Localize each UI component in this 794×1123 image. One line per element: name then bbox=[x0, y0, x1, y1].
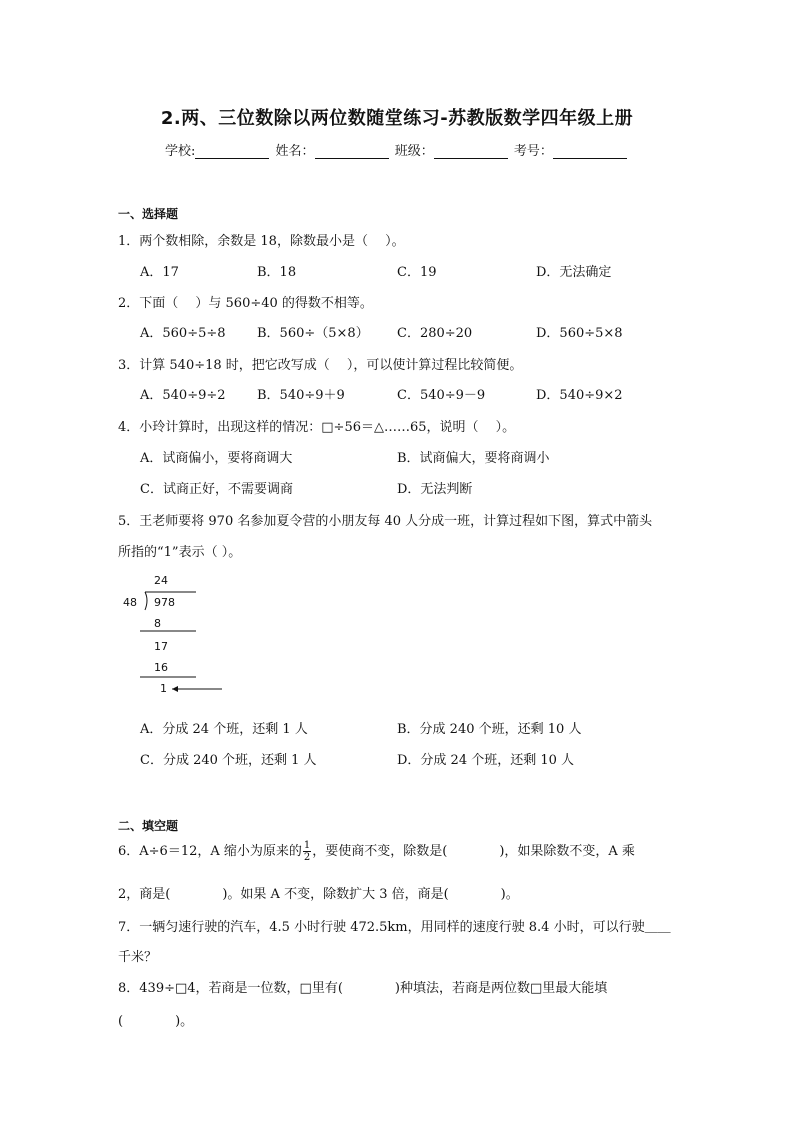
question-2-option-d: D．560÷5×8 bbox=[536, 326, 623, 341]
division-quotient: 24 bbox=[154, 574, 168, 587]
question-8-line-1: 8．439÷□4，若商是一位数，□里有( )种填法，若商是两位数□里最大能填 bbox=[118, 981, 608, 996]
division-divisor: 48 bbox=[123, 596, 137, 609]
question-2-option-b: B．560÷（5×8） bbox=[257, 326, 369, 341]
question-4-option-d: D．无法判断 bbox=[397, 482, 473, 497]
division-step-1: 8 bbox=[154, 617, 161, 630]
class-blank bbox=[434, 145, 508, 159]
question-2-option-c: C．280÷20 bbox=[397, 326, 473, 341]
number-label: 考号： bbox=[513, 144, 553, 159]
question-1-option-a: A．17 bbox=[140, 265, 179, 280]
question-4-option-c: C．试商正好，不需要调商 bbox=[140, 482, 293, 497]
question-6-line-2: 2，商是( )。如果 A 不变，除数扩大 3 倍，商是( )。 bbox=[118, 887, 519, 902]
fraction-denominator: 2 bbox=[303, 852, 311, 863]
question-5-option-b: B．分成 240 个班，还剩 10 人 bbox=[397, 722, 582, 737]
name-blank bbox=[315, 145, 389, 159]
question-5-stem-line-2: 所指的“1”表示（ ）。 bbox=[118, 545, 242, 560]
question-3-option-c: C．540÷9－9 bbox=[397, 388, 486, 403]
question-1-option-d: D．无法确定 bbox=[536, 265, 612, 280]
question-5-option-a: A．分成 24 个班，还剩 1 人 bbox=[140, 722, 308, 737]
question-4-option-b: B．试商偏大，要将商调小 bbox=[397, 451, 550, 466]
number-blank bbox=[553, 145, 627, 159]
question-4-stem: 4．小玲计算时，出现这样的情况：□÷56＝△……65，说明（ ）。 bbox=[118, 420, 516, 435]
question-1-option-c: C．19 bbox=[397, 265, 437, 280]
question-5-stem-line-1: 5．王老师要将 970 名参加夏令营的小朋友每 40 人分成一班，计算过程如下图，算式中箭头 bbox=[118, 514, 653, 529]
long-division-lines bbox=[118, 572, 228, 700]
question-3-option-a: A．540÷9÷2 bbox=[140, 388, 226, 403]
question-1-option-b: B．18 bbox=[257, 265, 297, 280]
question-8-line-2: ( )。 bbox=[118, 1014, 194, 1029]
question-6-line-1 bbox=[118, 840, 635, 863]
question-3-option-d: D．540÷9×2 bbox=[536, 388, 623, 403]
question-7-line-2: 千米？ bbox=[118, 950, 158, 965]
long-division-figure bbox=[118, 572, 228, 700]
question-6-part-1: 6．A÷6＝12，A 缩小为原来的 bbox=[118, 844, 302, 859]
division-remainder: 1 bbox=[160, 682, 167, 695]
question-3-stem: 3．计算 540÷18 时，把它改写成（ ），可以使计算过程比较简便。 bbox=[118, 358, 523, 373]
section-choice-heading: 一、选择题 bbox=[118, 207, 179, 221]
question-2-option-a: A．560÷5÷8 bbox=[140, 326, 226, 341]
fraction-numerator: 1 bbox=[303, 840, 311, 851]
question-5-option-c: C．分成 240 个班，还剩 1 人 bbox=[140, 753, 317, 768]
school-blank bbox=[195, 145, 269, 159]
question-6-part-2: ，要使商不变，除数是( )，如果除数不变，A 乘 bbox=[312, 844, 635, 859]
division-step-2: 17 bbox=[154, 640, 168, 653]
school-label: 学校: bbox=[165, 144, 196, 159]
question-5-option-d: D．分成 24 个班，还剩 10 人 bbox=[397, 753, 575, 768]
division-dividend: 978 bbox=[154, 596, 175, 609]
name-label: 姓名： bbox=[275, 144, 315, 159]
student-info-line bbox=[165, 140, 629, 159]
question-1-stem: 1．两个数相除，余数是 18，除数最小是（ ）。 bbox=[118, 234, 405, 249]
question-4-option-a: A．试商偏小，要将商调大 bbox=[140, 451, 293, 466]
question-2-stem: 2．下面（ ）与 560÷40 的得数不相等。 bbox=[118, 296, 373, 311]
question-3-option-b: B．540÷9＋9 bbox=[257, 388, 345, 403]
question-7-line-1: 7．一辆匀速行驶的汽车，4.5 小时行驶 472.5km，用同样的速度行驶 8.4 小时，可以行驶＿＿ bbox=[118, 920, 671, 935]
fraction-one-half bbox=[303, 840, 311, 863]
section-fill-heading: 二、填空题 bbox=[118, 819, 179, 833]
worksheet-title: 2.两、三位数除以两位数随堂练习-苏教版数学四年级上册 bbox=[160, 108, 634, 129]
class-label: 班级： bbox=[394, 144, 434, 159]
division-step-3: 16 bbox=[154, 661, 168, 674]
